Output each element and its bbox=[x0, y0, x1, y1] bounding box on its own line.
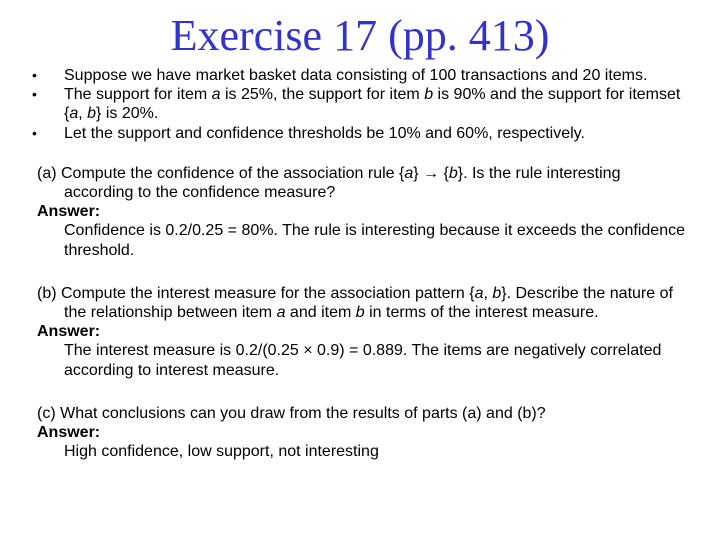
answer-b-text: The interest measure is 0.2/(0.25 × 0.9) = 0.889. The items are negatively correlated according to interest measure. bbox=[64, 342, 662, 379]
bullet-item: • Let the support and confidence thresholds be 10% and 60%, respectively. bbox=[32, 124, 585, 142]
bullet-dot-icon: • bbox=[32, 67, 37, 83]
question-a: (a) Compute the confidence of the association rule {a} → {b}. Is the rule interesting according to the confidence measure? bbox=[37, 164, 621, 202]
question-b: (b) Compute the interest measure for the association pattern {a, b}. Describe the nature of the relationship between item a and item b in terms of the interest measure. bbox=[37, 284, 673, 322]
bullet-list bbox=[32, 66, 687, 143]
bullet-item: • The support for item a is 25%, the support for item b is 90% and the support for itemset {a, b} is 20%. bbox=[32, 86, 681, 123]
answer-a-text: Confidence is 0.2/0.25 = 80%. The rule is interesting because it exceeds the confidence threshold. bbox=[64, 222, 685, 259]
question-c: (c) What conclusions can you draw from the results of parts (a) and (b)? bbox=[37, 404, 546, 422]
bullet-dot-icon: • bbox=[32, 86, 37, 103]
slide-content bbox=[32, 66, 687, 462]
bullet-item: • Suppose we have market basket data consisting of 100 transactions and 20 items. bbox=[32, 67, 648, 84]
answer-c-label: Answer: bbox=[37, 424, 101, 442]
slide-title: Exercise 17 (pp. 413) bbox=[170, 11, 550, 60]
answer-a-label: Answer: bbox=[37, 203, 101, 221]
answer-b-label: Answer: bbox=[37, 323, 101, 341]
bullet-dot-icon: • bbox=[32, 124, 37, 141]
answer-c-text: High confidence, low support, not interesting bbox=[64, 443, 379, 461]
